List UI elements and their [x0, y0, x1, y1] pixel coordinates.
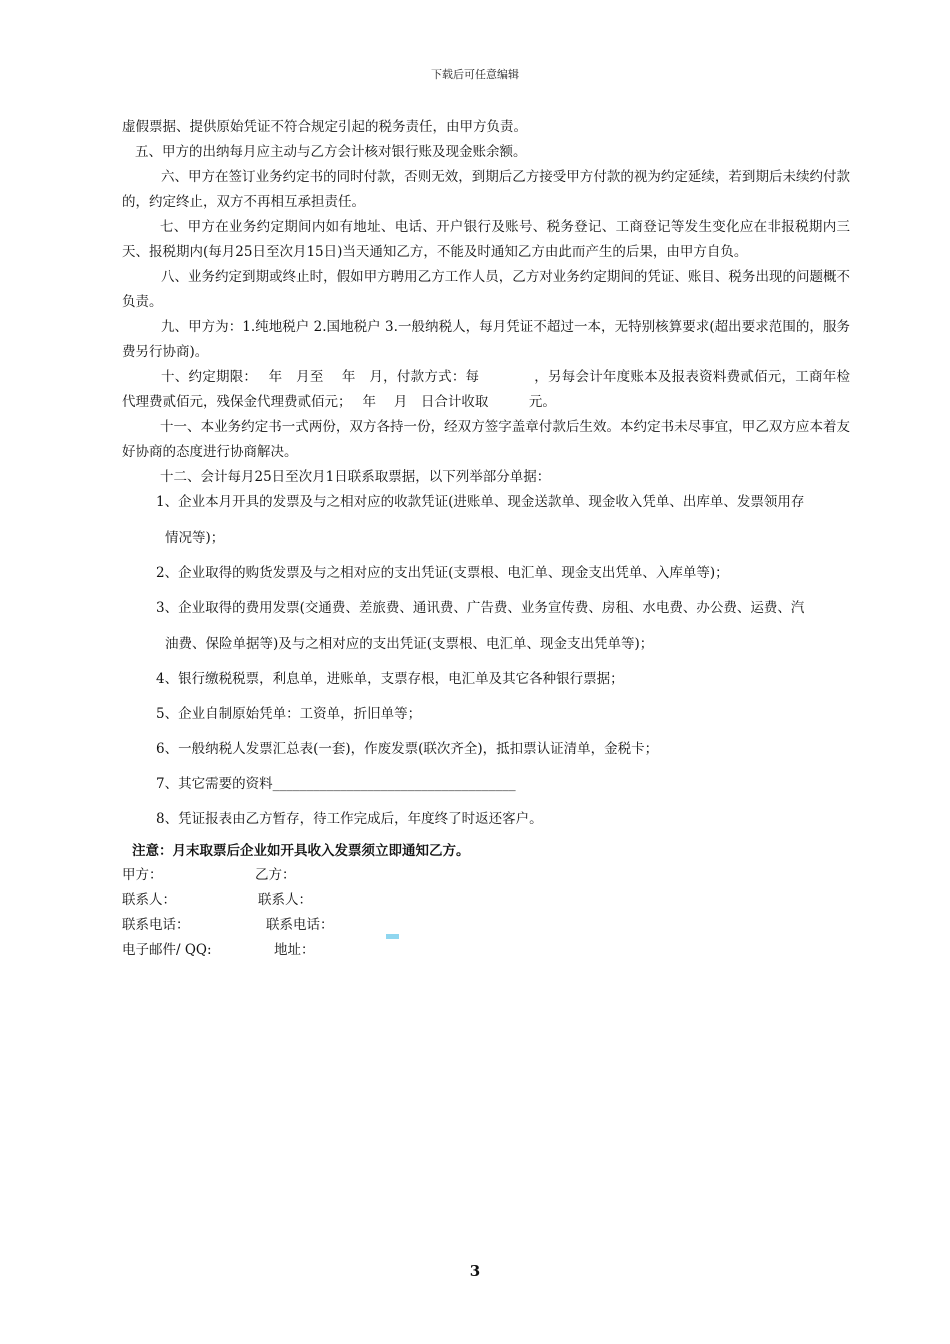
party-a-label: 甲方：	[122, 867, 163, 883]
paragraph-6: 六、甲方在签订业务约定书的同时付款，否则无效，到期后乙方接受甲方付款的视为约定延续，若到期后未续约付款的，约定终止，双方不再相互承担责任。	[122, 169, 850, 210]
paragraph-10: 十、约定期限： 年 月至 年 月，付款方式：每 ，另每会计年度账本及报表资料费贰佰元，工商年检代理费贰佰元，残保金代理费贰佰元； 年 月 日合计收取 元。	[122, 369, 850, 410]
list-item-continuation: 油费、保险单据等)及与之相对应的支出凭证(支票根、电汇单、现金支出凭单等)；	[165, 636, 654, 652]
list-item: 7、其它需要的资料____________________________________	[156, 776, 516, 792]
list-item-continuation: 情况等)；	[165, 530, 225, 546]
list-item: 4、银行缴税税票，利息单，进账单，支票存根，电汇单及其它各种银行票据；	[156, 671, 624, 687]
page-header: 下载后可任意编辑	[431, 68, 519, 81]
signature-row	[122, 888, 850, 913]
signature-row	[122, 938, 850, 963]
paragraph-continued: 虚假票据、提供原始凭证不符合规定引起的税务责任，由甲方负责。	[122, 119, 527, 135]
phone-b-label: 联系电话：	[266, 917, 334, 933]
document-body	[122, 115, 850, 963]
page-number: 3	[469, 1262, 481, 1280]
list-item	[122, 596, 850, 657]
signature-row	[122, 913, 850, 938]
email-a-label: 电子邮件/ QQ:	[122, 942, 212, 958]
paragraph-8: 八、业务约定到期或终止时，假如甲方聘用乙方工作人员，乙方对业务约定期间的凭证、账目、税务出现的问题概不负责。	[122, 269, 850, 310]
list-item: 5、企业自制原始凭单：工资单，折旧单等；	[156, 706, 422, 722]
list-item: 2、企业取得的购货发票及与之相对应的支出凭证(支票根、电汇单、现金支出凭单、入库单等)；	[156, 565, 729, 581]
paragraph-9: 九、甲方为：1.纯地税户 2.国地税户 3.一般纳税人，每月凭证不超过一本，无特别核算要求(超出要求范围的，服务费另行协商)。	[122, 319, 850, 360]
list-item-text: 1、企业本月开具的发票及与之相对应的收款凭证(进账单、现金送款单、现金收入凭单、出库单、发票领用存	[156, 494, 805, 510]
signature-row	[122, 863, 850, 888]
list-item-text: 3、企业取得的费用发票(交通费、差旅费、通讯费、广告费、业务宣传费、房租、水电费、办公费、运费、汽	[156, 600, 805, 616]
paragraph-5: 五、甲方的出纳每月应主动与乙方会计核对银行账及现金账余额。	[135, 144, 527, 160]
phone-a-label: 联系电话：	[122, 917, 190, 933]
highlight-marker	[386, 934, 399, 939]
paragraph-11: 十一、本业务约定书一式两份，双方各持一份，经双方签字盖章付款后生效。本约定书未尽事宜，甲乙双方应本着友好协商的态度进行协商解决。	[122, 419, 850, 460]
list-item	[122, 490, 850, 551]
contact-b-label: 联系人：	[258, 892, 312, 908]
paragraph-12: 十二、会计每月25日至次月1日联系取票据，以下列举部分单据：	[160, 469, 551, 485]
document-list	[122, 490, 850, 832]
contact-a-label: 联系人：	[122, 892, 176, 908]
party-b-label: 乙方：	[255, 867, 296, 883]
address-b-label: 地址：	[274, 942, 315, 958]
notice: 注意：月末取票后企业如开具收入发票须立即通知乙方。	[132, 843, 470, 859]
list-item: 8、凭证报表由乙方暂存，待工作完成后，年度终了时返还客户。	[156, 811, 543, 827]
list-item: 6、一般纳税人发票汇总表(一套)，作废发票(联次齐全)，抵扣票认证清单，金税卡；	[156, 741, 659, 757]
paragraph-7: 七、甲方在业务约定期间内如有地址、电话、开户银行及账号、税务登记、工商登记等发生变化应在非报税期内三天、报税期内(每月25日至次月15日)当天通知乙方，不能及时通知乙方由此而产生的后果，由甲方自负。	[122, 219, 850, 260]
